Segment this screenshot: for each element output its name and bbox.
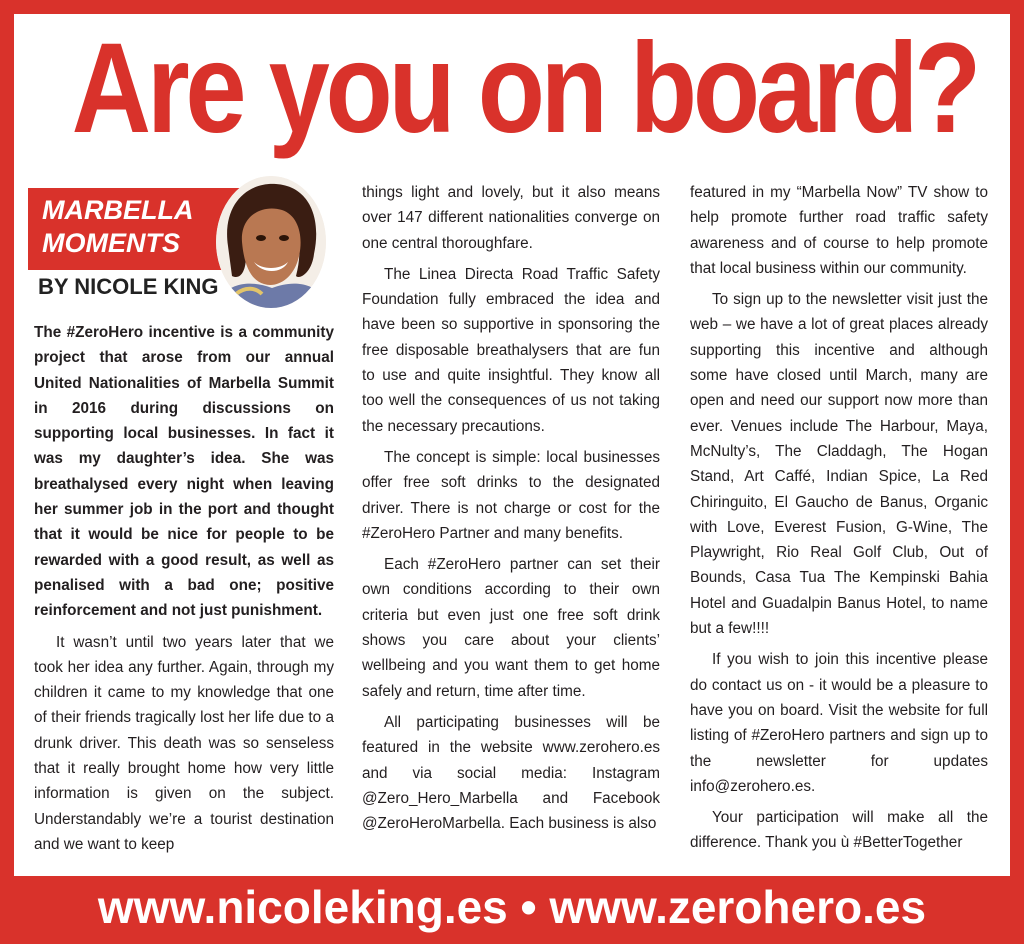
article-column-3 — [690, 180, 988, 856]
paragraph: featured in my “Marbella Now” TV show to help promote further road traffic safety awareness and of course to help promote that local business within our community. — [690, 184, 988, 277]
article-column-2 — [362, 180, 660, 836]
paragraph: If you wish to join this incentive please do contact us on - it would be a pleasure to have you on board. Visit the website for full listing of #ZeroHero partners and sign up to the newsletter for updates info@zerohero.es. — [690, 651, 988, 795]
paragraph: things light and lovely, but it also means over 147 different nationalities converge on one central thoroughfare. — [362, 184, 660, 252]
column-title: MARBELLA MOMENTS — [42, 195, 194, 258]
author-name: BY NICOLE KING — [38, 274, 219, 299]
footer-websites: www.nicoleking.es • www.zerohero.es — [97, 881, 927, 933]
article-column-1 — [34, 320, 334, 857]
paragraph: The Linea Directa Road Traffic Safety Foundation fully embraced the idea and have been so supportive in sponsoring the free disposable breathalysers that are fun to use and quite insightful. They know all too well the consequences of us not taking the necessary precautions. — [362, 265, 660, 435]
paragraph: All participating businesses will be featured in the website www.zerohero.es and via social media: Instagram @Zero_Hero_Marbella and Facebook @ZeroHeroMarbella. Each business is also — [362, 713, 660, 833]
paragraph: It wasn’t until two years later that we took her idea any further. Again, through my children it came to my knowledge that one of their friends tragically lost her life due to a drunk driver. This death was so senseless that it really brought home how very little information is given on the subject. Understandably we’re a tourist destination and we want to keep — [34, 633, 334, 853]
lead-paragraph: The #ZeroHero incentive is a community project that arose from our annual United Nationalities of Marbella Summit in 2016 during discussions on supporting local businesses. In fact it was my daughter’s idea. She was breathalysed every night when leaving her summer job in the port and thought that it would be nice for people to be rewarded with a good result, as well as penalised with a bad one; positive reinforcement and not just punishment. — [34, 324, 334, 620]
headline: Are you on board? — [71, 17, 978, 160]
column-byline — [28, 176, 328, 312]
paragraph: To sign up to the newsletter visit just the web – we have a lot of great places already supporting this incentive and although some have closed until March, many are open and need our support now more than ever. Venues include The Harbour, Maya, McNulty’s, The Claddagh, The Hogan Stand, Art Caffé, Indian Spice, La Red Chiringuito, El Gaucho de Banus, Organic with Love, Everest Fusion, G-Wine, The Playwright, Rio Real Golf Club, Out of Bounds, Casa Tua The Kempinski Bahia Hotel and Guadalpin Banus Hotel, to name but a few!!!! — [690, 291, 988, 638]
paragraph: Each #ZeroHero partner can set their own conditions according to their own criteria but even just one free soft drink shows you care about your clients’ wellbeing and you want them to get home safely and return, time after time. — [362, 556, 660, 700]
paragraph: Your participation will make all the difference. Thank you ù #BetterTogether — [690, 809, 988, 852]
paragraph: The concept is simple: local businesses offer free soft drinks to the designated driver. There is not charge or cost for the #ZeroHero Partner and many benefits. — [362, 448, 660, 542]
author-portrait — [216, 176, 326, 308]
author-portrait-image — [216, 176, 326, 308]
